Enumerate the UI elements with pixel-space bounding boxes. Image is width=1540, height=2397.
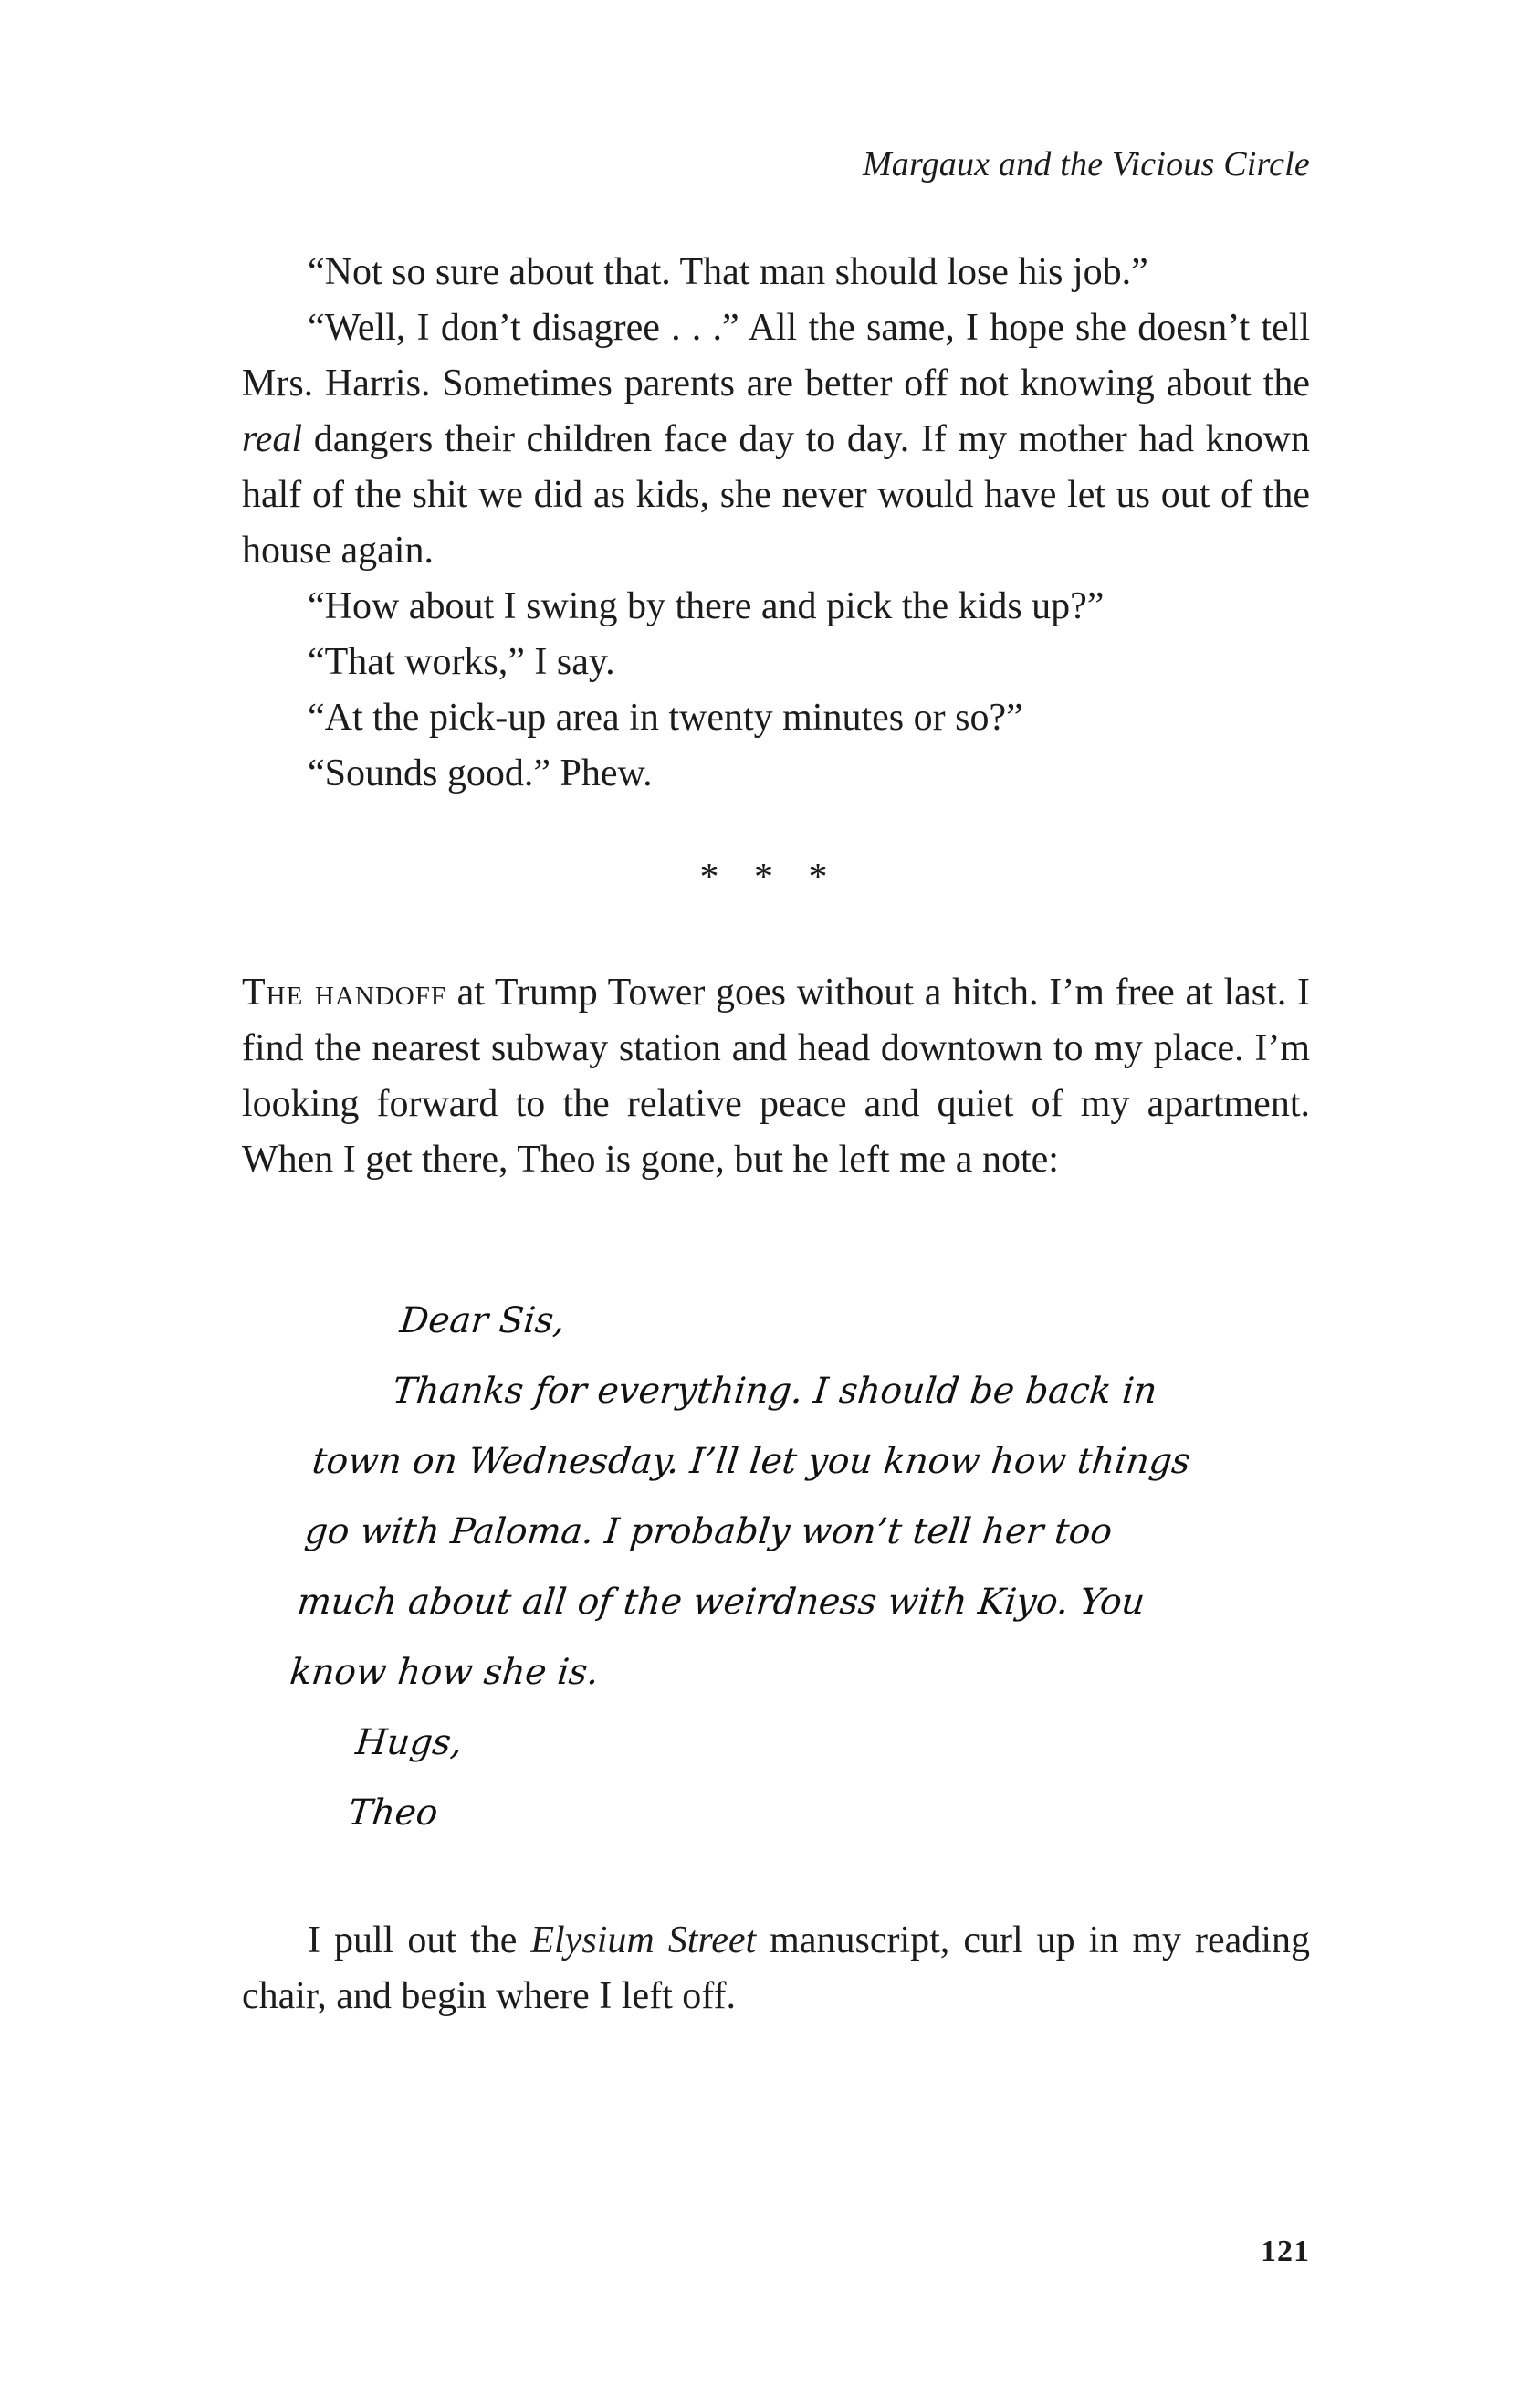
paragraph: “Sounds good.” Phew.: [308, 752, 653, 794]
book-title-emphasis: Elysium Street: [530, 1919, 757, 1961]
note-line: go with Paloma. I probably won’t tell her too: [302, 1511, 1115, 1552]
dialogue-section: [242, 245, 1310, 802]
paragraph: [242, 965, 1310, 1188]
paragraph: “Not so sure about that. That man should lose his job.”: [308, 251, 1148, 293]
paragraph: “That works,” I say.: [308, 641, 615, 683]
lead-in-smallcaps: The handoff: [242, 972, 446, 1014]
note-line: much about all of the weirdness with Kiyo. You: [295, 1582, 1147, 1623]
paragraph: [242, 300, 1310, 579]
paragraph: “How about I swing by there and pick the kids up?”: [308, 585, 1105, 627]
note-closing: Hugs,: [353, 1722, 465, 1763]
paragraph: [242, 1913, 1310, 2024]
paragraph: “At the pick-up area in twenty minutes or so?”: [308, 697, 1023, 739]
note-greeting: Dear Sis,: [397, 1300, 567, 1341]
scene-break: * * *: [699, 857, 841, 899]
running-head: Margaux and the Vicious Circle: [862, 145, 1310, 184]
text-run: manuscript, curl up in my reading chair, and begin where I left off.: [242, 1919, 1310, 2017]
text-run: dangers their children face day to day. If my mother had known half of the shit we did as kids, she never would have let us out of the house again.: [242, 418, 1310, 572]
emphasis: real: [242, 418, 303, 460]
text-run: at Trump Tower goes without a hitch. I’m free at last. I find the nearest subway station and head downtown to my place. I’m looking forward to the relative peace and quiet of my apartment. When I get there, Theo is gone, but he left me a note:: [242, 972, 1310, 1181]
text-run: I pull out the: [308, 1919, 531, 1961]
note-line: Thanks for everything. I should be back in: [390, 1371, 1159, 1412]
page-number: 121: [1261, 2234, 1310, 2268]
closing-section: [242, 1913, 1310, 2024]
note-signature: Theo: [346, 1792, 440, 1834]
note-line: know how she is.: [288, 1652, 602, 1693]
note-line: town on Wednesday. I’ll let you know how things: [309, 1441, 1193, 1482]
text-run: “Well, I don’t disagree . . .” All the same, I hope she doesn’t tell Mrs. Harris. Sometimes parents are better off not knowing about the: [242, 307, 1310, 405]
narrative-section: [242, 965, 1310, 1188]
handwritten-note: [272, 1286, 1290, 1848]
